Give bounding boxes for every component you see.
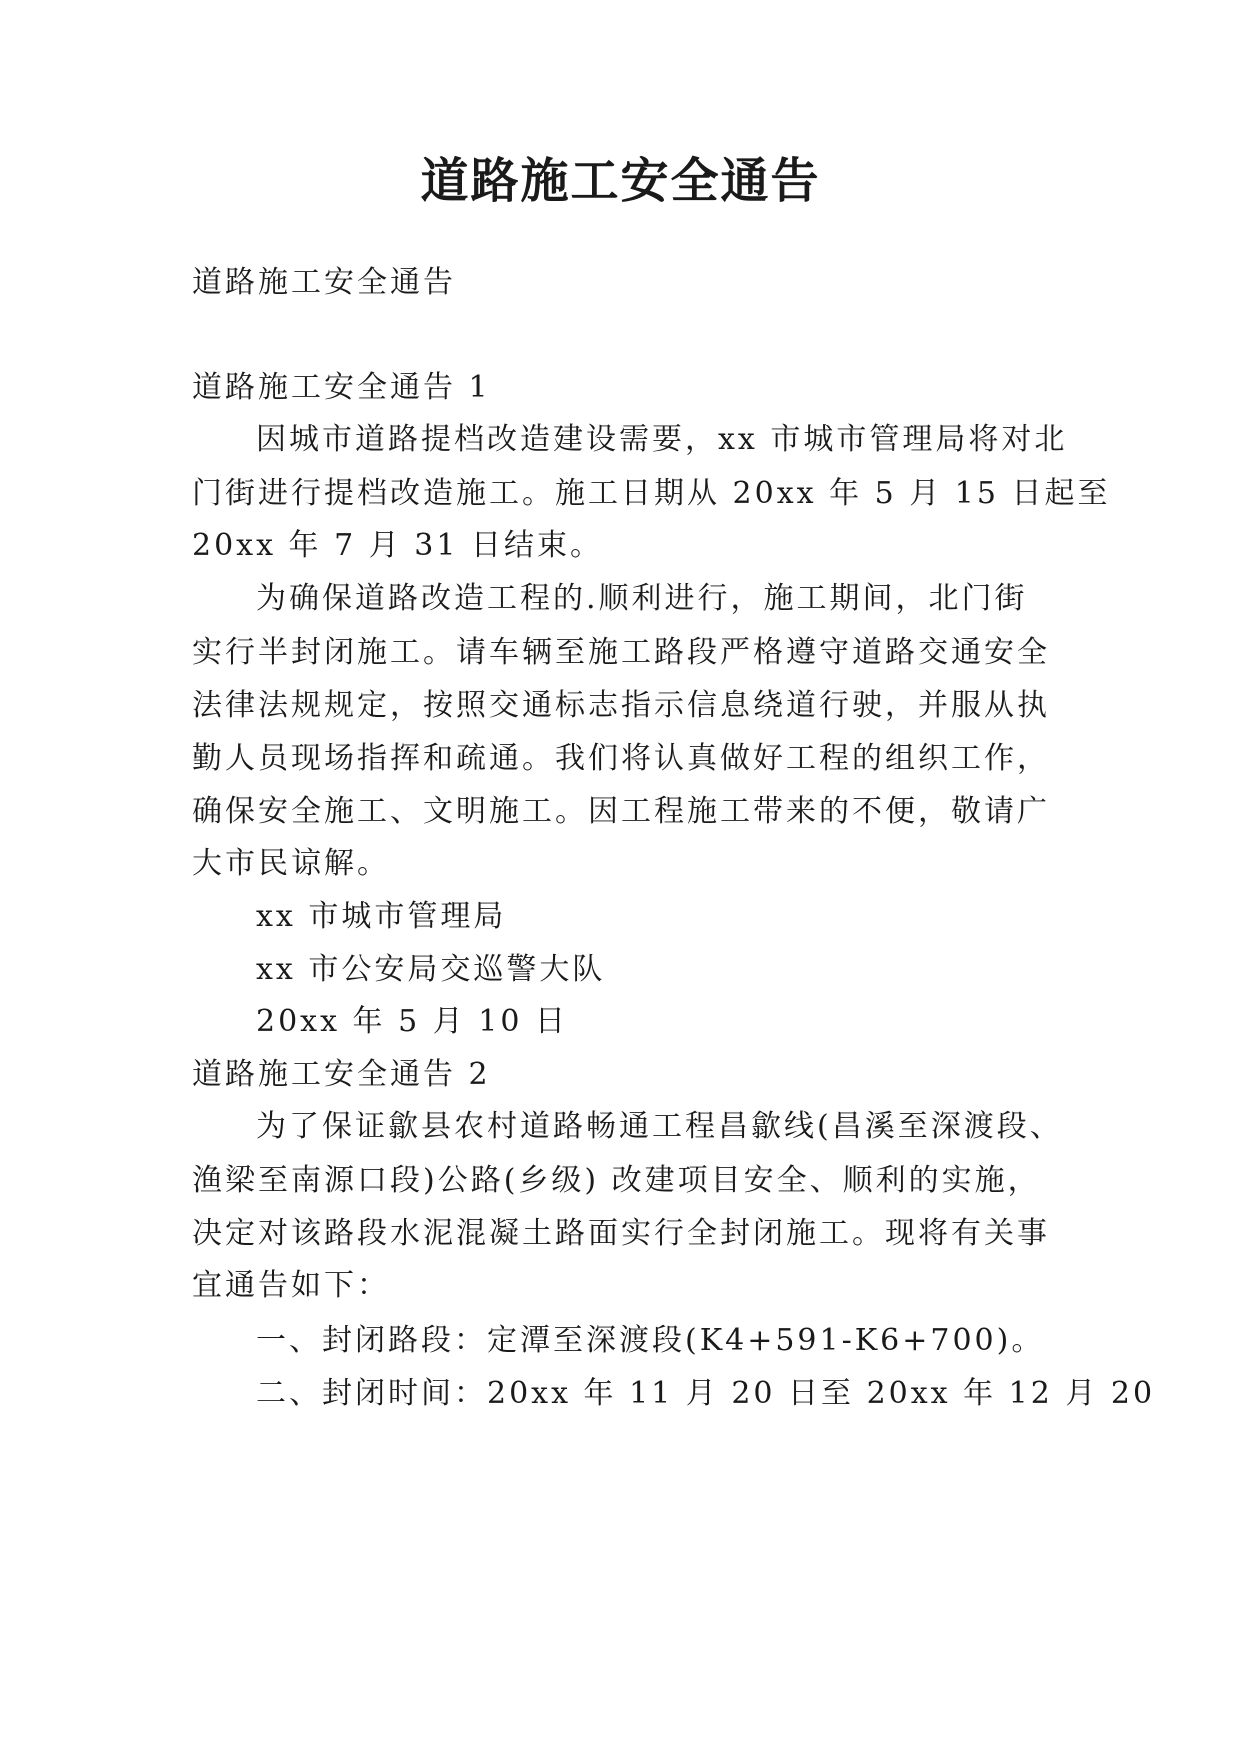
signature-line: xx 市公安局交巡警大队 xyxy=(256,952,606,987)
section-1-para-2-line: 为确保道路改造工程的.顺利进行，施工期间，北门街 xyxy=(256,581,1028,616)
document-title: 道路施工安全通告 xyxy=(420,153,821,209)
document-subtitle: 道路施工安全通告 xyxy=(192,265,456,300)
section-2-para-1-line: 为了保证歙县农村道路畅通工程昌歙线(昌溪至深渡段、 xyxy=(256,1109,1063,1144)
signature-date: 20xx 年 5 月 10 日 xyxy=(256,1004,568,1039)
section-1-para-2-line: 勤人员现场指挥和疏通。我们将认真做好工程的组织工作， xyxy=(192,741,1050,776)
section-2-heading: 道路施工安全通告 2 xyxy=(192,1057,491,1092)
section-1-para-1-line: 因城市道路提档改造建设需要，xx 市城市管理局将对北 xyxy=(256,422,1068,457)
section-1-para-1-line: 门街进行提档改造施工。施工日期从 20xx 年 5 月 15 日起至 xyxy=(192,476,1111,511)
section-2-para-1-line: 决定对该路段水泥混凝土路面实行全封闭施工。现将有关事 xyxy=(192,1216,1050,1251)
section-1-para-2-line: 实行半封闭施工。请车辆至施工路段严格遵守道路交通安全 xyxy=(192,635,1050,670)
section-1-para-2-line: 大市民谅解。 xyxy=(192,846,390,881)
section-1-para-1-line: 20xx 年 7 月 31 日结束。 xyxy=(192,528,603,563)
section-2-para-1-line: 宜通告如下： xyxy=(192,1268,390,1303)
closure-time-item: 二、封闭时间：20xx 年 11 月 20 日至 20xx 年 12 月 20 xyxy=(256,1376,1156,1411)
signature-line: xx 市城市管理局 xyxy=(256,899,507,934)
section-1-heading: 道路施工安全通告 1 xyxy=(192,370,491,405)
section-1-para-2-line: 法律法规规定，按照交通标志指示信息绕道行驶，并服从执 xyxy=(192,688,1050,723)
section-2-para-1-line: 渔梁至南源口段)公路(乡级) 改建项目安全、顺利的实施， xyxy=(192,1163,1041,1198)
section-1-para-2-line: 确保安全施工、文明施工。因工程施工带来的不便，敬请广 xyxy=(192,794,1050,829)
closure-section-item: 一、封闭路段：定潭至深渡段(K4+591-K6+700)。 xyxy=(256,1323,1045,1358)
